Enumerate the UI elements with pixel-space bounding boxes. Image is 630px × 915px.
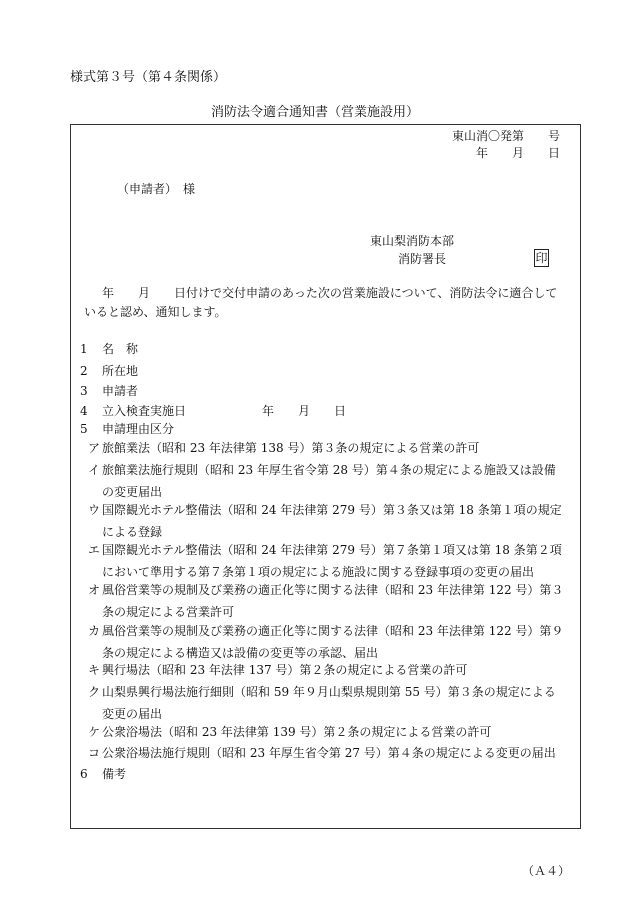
- reason-ko: [88, 742, 556, 764]
- seal-mark: 印: [535, 251, 548, 265]
- document-title: 消防法令適合通知書（営業施設用）: [211, 105, 420, 120]
- item-reason-category: [80, 421, 174, 437]
- reason-ku: [88, 681, 556, 725]
- item-number: 6: [80, 767, 88, 781]
- paper-size-label: （Ａ４）: [522, 864, 571, 878]
- item-label: 名 称: [102, 342, 139, 356]
- addressee: （申請者） 様: [117, 182, 196, 196]
- reason-marker: エ: [88, 543, 101, 557]
- reason-i: [88, 459, 556, 503]
- form-number: 様式第３号（第４条関係）: [70, 70, 227, 85]
- document-date: 年 月 日: [476, 146, 561, 160]
- reason-text: 公衆浴場法（昭和 23 年法律第 139 号）第２条の規定による営業の許可: [102, 725, 492, 739]
- reason-marker: ク: [88, 685, 101, 699]
- reason-text-continued: において準用する第７条第１項の規定による施設に関する登録事項の変更の届出: [102, 565, 535, 579]
- reason-marker: イ: [88, 463, 101, 477]
- item-number: 3: [80, 384, 88, 398]
- item-remarks: [80, 766, 126, 782]
- item-label: 立入検査実施日: [102, 404, 187, 418]
- reason-text: 国際観光ホテル整備法（昭和 24 年法律第 279 号）第３条又は第 18 条第１項の規定: [102, 503, 562, 517]
- reason-e: [88, 539, 562, 583]
- item-number: 1: [80, 342, 88, 356]
- notice-line-2: いると認め、通知します。: [84, 305, 227, 319]
- reason-marker: キ: [88, 663, 101, 677]
- item-address: [80, 363, 138, 379]
- issuer-title: 消防署長: [398, 252, 447, 266]
- reason-text-continued: の変更届出: [102, 485, 163, 499]
- reason-text: 公衆浴場法施行規則（昭和 23 年厚生省令第 27 号）第４条の規定による変更の届出: [102, 746, 556, 760]
- reason-o: [88, 579, 563, 623]
- reason-u: [88, 499, 562, 543]
- reason-text-continued: による登録: [102, 525, 163, 539]
- issuer-organization: 東山梨消防本部: [370, 234, 455, 248]
- item-inspection-date: [80, 403, 347, 419]
- item-number: 4: [80, 404, 88, 418]
- notice-text: [84, 284, 576, 322]
- reason-text: 旅館業法（昭和 23 年法律第 138 号）第３条の規定による営業の許可: [102, 441, 480, 455]
- reason-text-continued: 変更の届出: [102, 707, 163, 721]
- item-label: 申請理由区分: [102, 422, 175, 436]
- item-applicant: [80, 383, 138, 399]
- reason-text: 興行場法（昭和 23 年法律 137 号）第２条の規定による営業の許可: [102, 663, 468, 677]
- item-label: 備考: [102, 767, 127, 781]
- item-name: [80, 341, 138, 357]
- reason-text: 旅館業法施行規則（昭和 23 年厚生省令第 28 号）第４条の規定による施設又は設備: [102, 463, 556, 477]
- item-label: 所在地: [102, 364, 139, 378]
- notice-line-1: 年 月 日付けで交付申請のあった次の営業施設について、消防法令に適合して: [102, 286, 558, 300]
- reason-text: 国際観光ホテル整備法（昭和 24 年法律第 279 号）第７条第１項又は第 18 条第２項: [102, 543, 562, 557]
- reason-text: 風俗営業等の規制及び業務の適正化等に関する法律（昭和 23 年法律第 122 号）第３: [102, 583, 564, 597]
- reason-marker: ウ: [88, 503, 101, 517]
- reason-marker: カ: [88, 624, 101, 638]
- item-number: 2: [80, 364, 88, 378]
- reason-text: 山梨県興行場法施行細則（昭和 59 年９月山梨県規則第 55 号）第３条の規定による: [102, 685, 556, 699]
- reason-ki: [88, 659, 467, 681]
- reason-text-continued: 条の規定による構造又は設備の変更等の承認、届出: [102, 646, 379, 660]
- reason-text-continued: 条の規定による営業許可: [102, 605, 235, 619]
- reason-marker: コ: [88, 746, 101, 760]
- reason-marker: オ: [88, 583, 101, 597]
- reason-text: 風俗営業等の規制及び業務の適正化等に関する法律（昭和 23 年法律第 122 号）第９: [102, 624, 564, 638]
- reason-ka: [88, 620, 563, 664]
- reason-a: [88, 437, 479, 459]
- item-label: 申請者: [102, 384, 139, 398]
- document-number: 東山消〇発第 号: [452, 129, 561, 143]
- item-number: 5: [80, 422, 88, 436]
- reason-ke: [88, 721, 491, 743]
- inspection-date-value: 年 月 日: [262, 404, 347, 418]
- reason-marker: ケ: [88, 725, 101, 739]
- reason-marker: ア: [88, 441, 101, 455]
